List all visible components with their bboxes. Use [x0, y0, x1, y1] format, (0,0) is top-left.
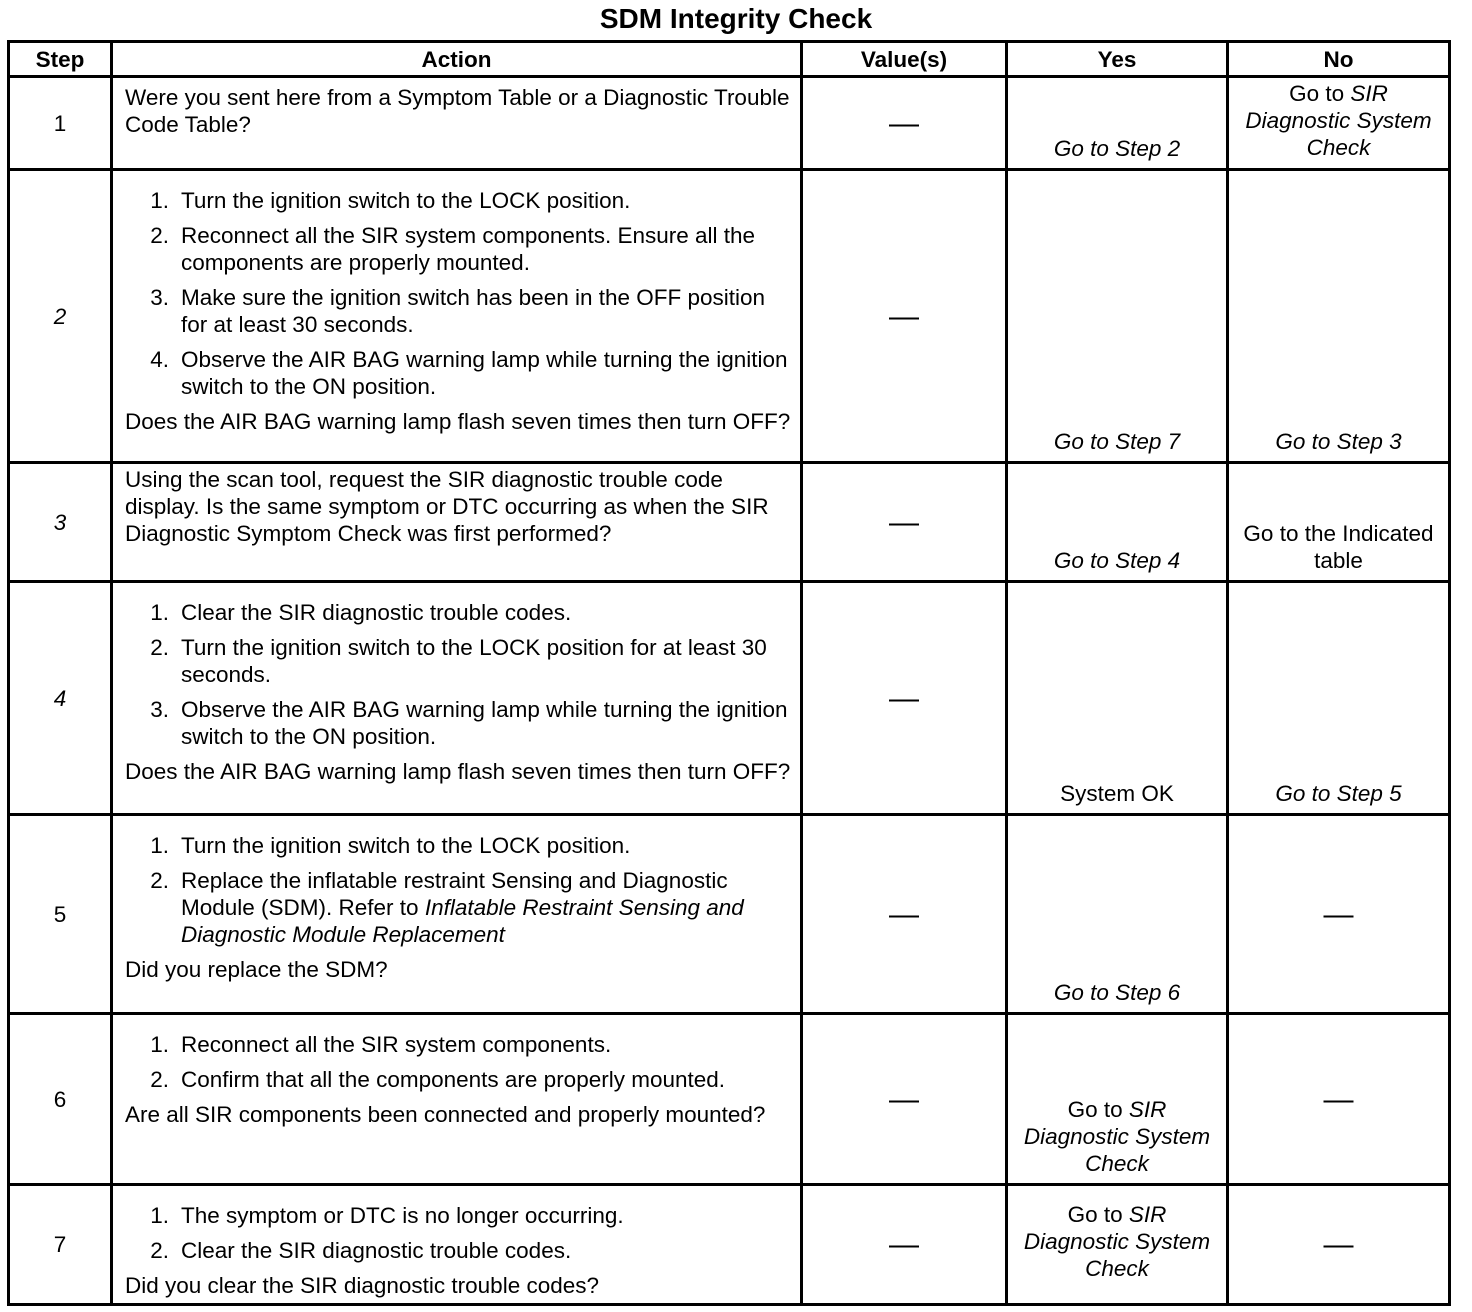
action-question: Were you sent here from a Symptom Table or a Diagnostic Trouble Code Table? [125, 85, 790, 137]
yes-cell: Go to Step 7 [1007, 170, 1228, 463]
yes-cell: Go to Step 6 [1007, 815, 1228, 1014]
yes-cell: Go to Step 4 [1007, 463, 1228, 582]
header-yes: Yes [1007, 42, 1228, 77]
no-cell: Go to Step 3 [1228, 170, 1450, 463]
table-row [9, 77, 1450, 170]
no-cell: — [1228, 1014, 1450, 1185]
action-question: Did you replace the SDM? [125, 957, 388, 982]
page-title: SDM Integrity Check [599, 3, 873, 34]
table-row [9, 1185, 1450, 1305]
action-steps [125, 1202, 794, 1264]
value-cell: — [802, 463, 1007, 582]
list-item: 3. Observe the AIR BAG warning lamp while turning the ignition switch to the ON position. [150, 697, 788, 749]
action-steps [125, 1031, 794, 1093]
list-item: 2. Confirm that all the components are properly mounted. [150, 1067, 726, 1092]
table-row [9, 1014, 1450, 1185]
action-question: Does the AIR BAG warning lamp flash seven times then turn OFF? [125, 759, 791, 784]
action-cell [112, 582, 802, 815]
action-cell [112, 463, 802, 582]
yes-cell [1007, 1185, 1228, 1305]
yes-cell [1007, 1014, 1228, 1185]
value-cell: — [802, 1014, 1007, 1185]
header-action: Action [112, 42, 802, 77]
action-question: Are all SIR components been connected and properly mounted? [125, 1102, 766, 1127]
yes-cell: Go to Step 2 [1007, 77, 1228, 170]
table-row [9, 170, 1450, 463]
step-number: 1 [9, 77, 112, 170]
action-cell [112, 77, 802, 170]
no-cell: Go to Step 5 [1228, 582, 1450, 815]
table-row [9, 582, 1450, 815]
action-steps [125, 187, 794, 400]
action-steps [125, 832, 794, 948]
action-question: Does the AIR BAG warning lamp flash seven times then turn OFF? [125, 409, 791, 434]
table-row [9, 463, 1450, 582]
value-cell: — [802, 1185, 1007, 1305]
action-cell [112, 1014, 802, 1185]
value-cell: — [802, 170, 1007, 463]
step-number: 3 [9, 463, 112, 582]
action-cell [112, 815, 802, 1014]
yes-link-sir-diagnostic-system-check: SIR Diagnostic System Check [1023, 1097, 1211, 1176]
list-item: 4. Observe the AIR BAG warning lamp while turning the ignition switch to the ON position. [150, 347, 788, 399]
list-item: 2. Reconnect all the SIR system components. Ensure all the components are properly mounted. [150, 223, 756, 275]
action-question: Using the scan tool, request the SIR diagnostic trouble code display. Is the same symptom or DTC occurring as when the SIR Diagnostic Symptom Check was first performed? [125, 467, 769, 546]
header-step: Step [9, 42, 112, 77]
value-cell: — [802, 582, 1007, 815]
action-steps [125, 599, 794, 750]
list-item: 3. Make sure the ignition switch has been in the OFF position for at least 30 seconds. [150, 285, 766, 337]
list-item: 1. Turn the ignition switch to the LOCK position. [150, 833, 631, 858]
step-number: 6 [9, 1014, 112, 1185]
no-cell [1228, 77, 1450, 170]
step-number: 2 [9, 170, 112, 463]
no-cell: — [1228, 1185, 1450, 1305]
list-item: 2. Clear the SIR diagnostic trouble codes. [150, 1238, 572, 1263]
header-no: No [1228, 42, 1450, 77]
list-item: 1. Turn the ignition switch to the LOCK position. [150, 188, 631, 213]
yes-cell: System OK [1007, 582, 1228, 815]
list-item: 1. The symptom or DTC is no longer occurring. [150, 1203, 624, 1228]
list-item: 2. Turn the ignition switch to the LOCK position for at least 30 seconds. [150, 635, 767, 687]
list-item: 2. Replace the inflatable restraint Sensing and Diagnostic Module (SDM). Refer to Inflatable Restraint Sensing and Diagnostic Module Replacement [150, 868, 744, 947]
step-number: 5 [9, 815, 112, 1014]
yes-prefix: Go to [1067, 1202, 1129, 1227]
step-number: 7 [9, 1185, 112, 1305]
list-item: 1. Reconnect all the SIR system components. [150, 1032, 612, 1057]
action-question: Did you clear the SIR diagnostic trouble codes? [125, 1273, 600, 1298]
header-values: Value(s) [802, 42, 1007, 77]
yes-prefix: Go to [1067, 1097, 1129, 1122]
table-header-row [9, 42, 1450, 77]
link-sdm-replacement: Inflatable Restraint Sensing and Diagnostic Module Replacement [181, 895, 744, 947]
no-cell: Go to the Indicated table [1228, 463, 1450, 582]
no-prefix: Go to [1289, 81, 1351, 106]
diagnostic-table [7, 40, 1451, 1306]
value-cell: — [802, 815, 1007, 1014]
action-cell [112, 1185, 802, 1305]
step-number: 4 [9, 582, 112, 815]
list-item: 1. Clear the SIR diagnostic trouble codes. [150, 600, 572, 625]
value-cell: — [802, 77, 1007, 170]
yes-link-sir-diagnostic-system-check: SIR Diagnostic System Check [1023, 1202, 1211, 1281]
action-cell [112, 170, 802, 463]
no-link-sir-diagnostic-system-check: SIR Diagnostic System Check [1245, 81, 1432, 160]
table-row [9, 815, 1450, 1014]
no-cell: — [1228, 815, 1450, 1014]
